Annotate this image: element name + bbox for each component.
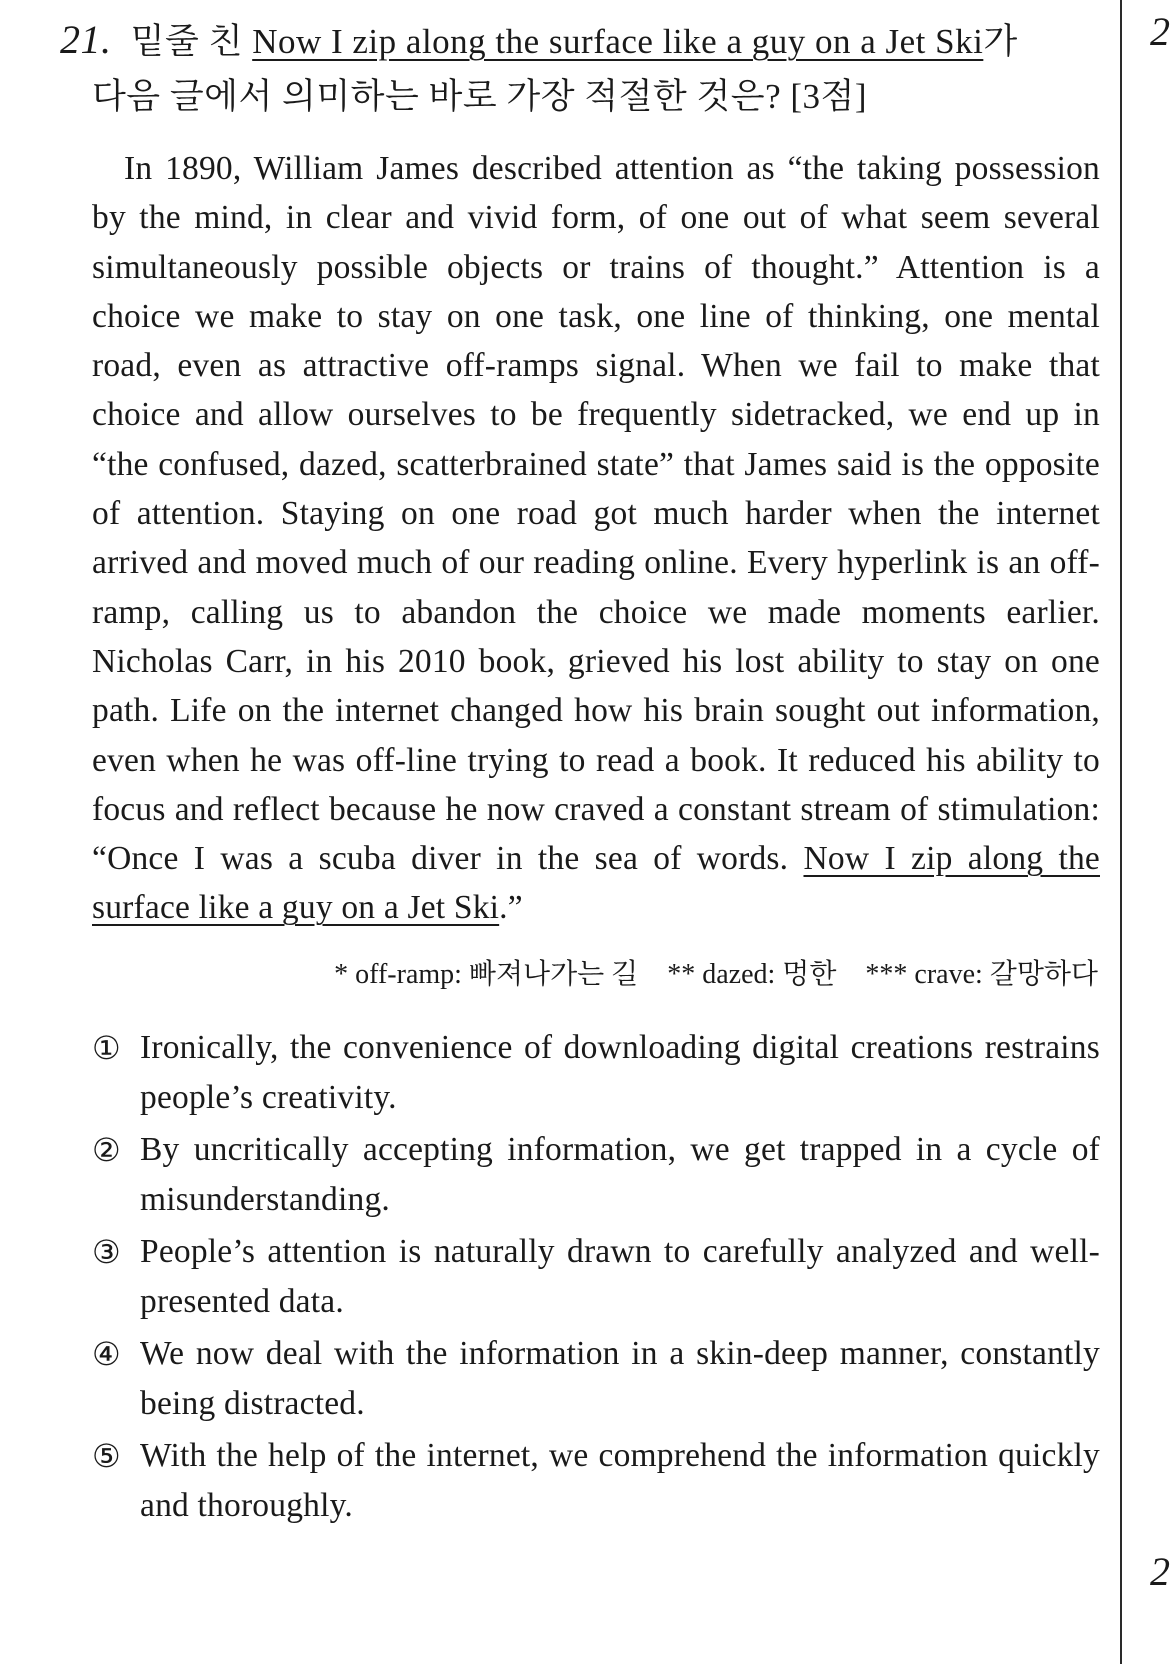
passage-text: In 1890, William James described attention as “the taking possession by the mind, in clear and vivid form, of one out of what seem several simultaneously possible objects or trains of thought.” Attention is a choice we make to stay on one task, one line of thinking, one mental road, even as attractive off-ramps signal. When we fail to make that choice and allow ourselves to be frequently sidetracked, we end up in “the confused, dazed, scatterbrained state” that James said is the opposite of attention. Staying on one road got much harder when the internet arrived and moved much of our reading online. Every hyperlink is an off-ramp, calling us to abandon the choice we made moments earlier. Nicholas Carr, in his 2010 book, grieved his lost ability to stay on one path. Life on the internet changed how his brain sought out information, even when he was off-line trying to read a book. It reduced his ability to focus and reflect because he now craved a constant stream of stimulation: “Once I was a scuba diver in the sea of words. xyxy=(92,150,1100,878)
underlined-phrase-prompt: Now I zip along the surface like a guy on a Jet Ski xyxy=(252,22,984,61)
answer-options xyxy=(60,1023,1100,1531)
option-text: People’s attention is naturally drawn to carefully analyzed and well-presented data. xyxy=(140,1232,1100,1320)
footnotes xyxy=(60,955,1100,995)
passage-text-end: .” xyxy=(499,889,523,927)
question-prompt-start: 밑줄 친 xyxy=(130,22,243,61)
column-divider xyxy=(1120,0,1122,1664)
option-text: We now deal with the information in a skin-deep manner, constantly being distracted. xyxy=(140,1334,1100,1422)
footnote-dazed: ** dazed: 멍한 xyxy=(667,958,837,990)
answer-option-1[interactable] xyxy=(92,1023,1100,1123)
footnote-off-ramp: * off-ramp: 빠져나가는 길 xyxy=(334,958,639,990)
answer-option-4[interactable] xyxy=(92,1329,1100,1429)
option-marker: ⑤ xyxy=(92,1436,121,1475)
question-21 xyxy=(60,12,1100,1533)
option-marker: ④ xyxy=(92,1334,121,1373)
next-column-fragment-bottom: 2 xyxy=(1150,1549,1170,1594)
question-prompt-particle: 가 xyxy=(983,22,1018,61)
option-text: By uncritically accepting information, we get trapped in a cycle of misunderstanding. xyxy=(140,1130,1100,1218)
question-prompt-line2 xyxy=(60,69,1100,124)
answer-option-2[interactable] xyxy=(92,1125,1100,1225)
footnote-crave: *** crave: 갈망하다 xyxy=(865,958,1098,990)
option-text: With the help of the internet, we comprehend the information quickly and thoroughly. xyxy=(140,1436,1100,1524)
answer-option-3[interactable] xyxy=(92,1227,1100,1327)
question-prompt-text: 다음 글에서 의미하는 바로 가장 적절한 것은? xyxy=(92,77,782,116)
question-number: 21. xyxy=(60,17,112,62)
passage-underlined-phrase: Now I zip along the surface like a guy on a Jet Ski xyxy=(92,840,1100,927)
option-marker: ③ xyxy=(92,1232,121,1271)
reading-passage xyxy=(60,144,1100,933)
option-marker: ① xyxy=(92,1028,121,1067)
option-marker: ② xyxy=(92,1130,121,1169)
question-header xyxy=(60,12,1100,124)
question-points: [3점] xyxy=(790,77,867,116)
option-text: Ironically, the convenience of downloading digital creations restrains people’s creativity. xyxy=(140,1028,1100,1116)
next-column-fragment-top: 2 xyxy=(1150,9,1170,54)
answer-option-5[interactable] xyxy=(92,1431,1100,1531)
